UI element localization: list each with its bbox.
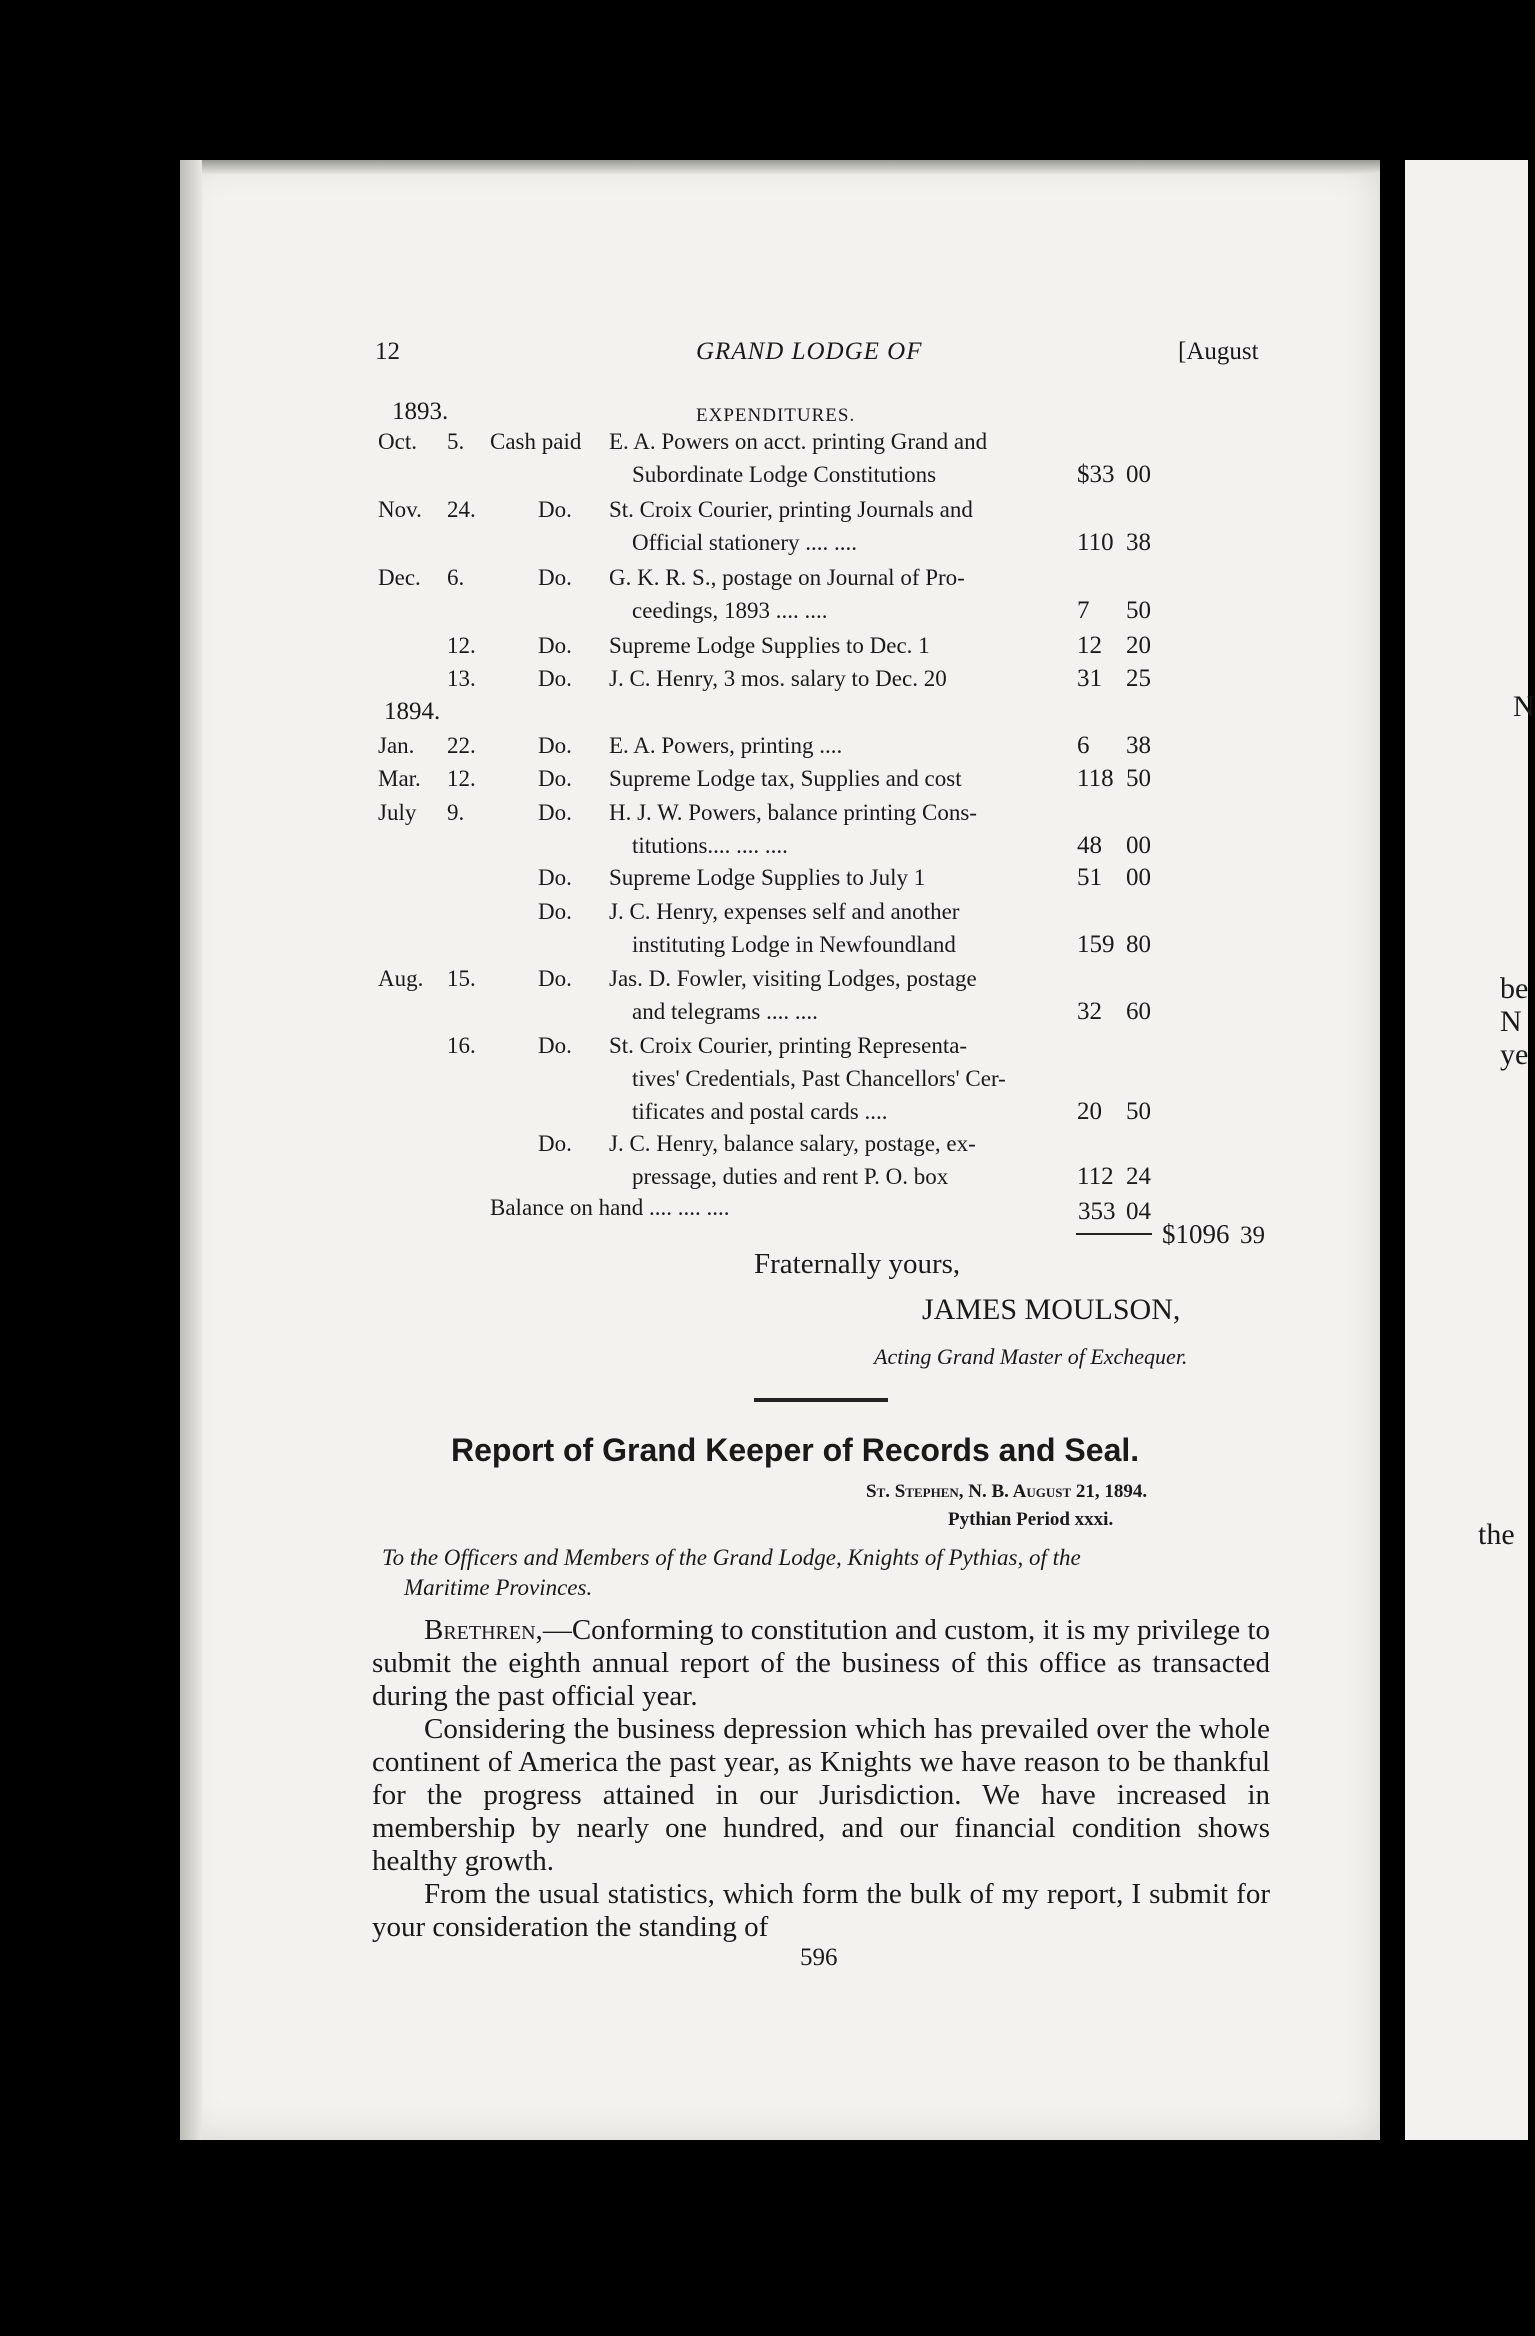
address-line: To the Officers and Members of the Grand Lodge, Knights of Pythias, of the xyxy=(382,1545,1081,1570)
amount-dollars: 110 xyxy=(1077,529,1114,556)
payer: Do. xyxy=(538,800,572,825)
date-day: 6. xyxy=(447,565,465,590)
amount-cents: 24 xyxy=(1126,1163,1151,1190)
item-description: pressage, duties and rent P. O. box xyxy=(632,1164,949,1189)
sum-rule xyxy=(1076,1233,1152,1235)
footer-page-number: 596 xyxy=(800,1944,838,1971)
amount-dollars: 112 xyxy=(1077,1163,1114,1190)
amount-dollars: 32 xyxy=(1077,998,1102,1025)
amount-cents: 00 xyxy=(1126,461,1151,488)
date-day: 22. xyxy=(447,733,476,758)
date-month: Dec. xyxy=(378,565,421,590)
report-title: Report of Grand Keeper of Records and Seal. xyxy=(451,1432,1140,1468)
item-description: tives' Credentials, Past Chancellors' Cer- xyxy=(632,1066,1006,1091)
section-title: EXPENDITURES. xyxy=(696,405,856,426)
amount-dollars: 12 xyxy=(1077,632,1102,659)
total-cents: 39 xyxy=(1240,1222,1265,1249)
date-day: 9. xyxy=(447,800,465,825)
item-description: Supreme Lodge tax, Supplies and cost xyxy=(609,766,962,791)
adjacent-page-fragment xyxy=(1405,160,1535,2140)
date-month: Aug. xyxy=(378,966,424,991)
payer: Do. xyxy=(538,633,572,658)
amount-dollars: 51 xyxy=(1077,864,1102,891)
header-month: [August xyxy=(1178,338,1259,365)
amount-dollars: 48 xyxy=(1077,832,1102,859)
date-day: 16. xyxy=(447,1033,476,1058)
item-description: Subordinate Lodge Constitutions xyxy=(632,462,937,487)
amount-cents: 25 xyxy=(1126,665,1151,692)
payer: Do. xyxy=(538,497,572,522)
date-month: Nov. xyxy=(378,497,422,522)
payer: Do. xyxy=(538,865,572,890)
date-day: 12. xyxy=(447,633,476,658)
year-label: 1893. xyxy=(392,398,449,425)
item-description: Official stationery .... .... xyxy=(632,530,858,555)
balance-cents: 04 xyxy=(1126,1198,1151,1225)
amount-cents: 80 xyxy=(1126,931,1151,958)
amount-cents: 00 xyxy=(1126,832,1151,859)
payer: Do. xyxy=(538,565,572,590)
paragraph: —Conforming to constitution and custom, it is my privilege to submit the eighth annual report of the business of this office as transacted during the past official year. xyxy=(372,1614,1270,1712)
total-dollars: $1096 xyxy=(1162,1219,1230,1249)
item-description: Supreme Lodge Supplies to July 1 xyxy=(609,865,926,890)
signature-title: Acting Grand Master of Exchequer. xyxy=(874,1344,1188,1369)
item-description: J. C. Henry, expenses self and another xyxy=(609,899,960,924)
payer: Do. xyxy=(538,766,572,791)
amount-cents: 50 xyxy=(1126,1098,1151,1125)
amount-dollars: 159 xyxy=(1077,931,1115,958)
paragraph: From the usual statistics, which form the bulk of my report, I submit for your consideration the standing of xyxy=(372,1878,1270,1943)
amount-cents: 38 xyxy=(1126,529,1151,556)
item-description: G. K. R. S., postage on Journal of Pro- xyxy=(609,565,965,590)
item-description: H. J. W. Powers, balance printing Cons- xyxy=(609,800,977,825)
report-body xyxy=(372,1614,1270,1944)
payer: Do. xyxy=(538,1033,572,1058)
payer: Do. xyxy=(538,733,572,758)
page-number: 12 xyxy=(375,338,400,365)
amount-dollars: $33 xyxy=(1077,461,1115,488)
item-description: instituting Lodge in Newfoundland xyxy=(632,932,956,957)
item-description: St. Croix Courier, printing Representa- xyxy=(609,1033,968,1058)
payer: Do. xyxy=(538,966,572,991)
item-description: titutions.... .... .... xyxy=(632,833,788,858)
date-month: Oct. xyxy=(378,429,417,454)
date-day: 13. xyxy=(447,666,476,691)
salutation: Brethren, xyxy=(424,1614,543,1646)
item-description: Jas. D. Fowler, visiting Lodges, postage xyxy=(609,966,977,991)
amount-cents: 00 xyxy=(1126,864,1151,891)
payer: Cash paid xyxy=(490,429,582,454)
balance-label: Balance on hand .... .... .... xyxy=(490,1195,730,1220)
amount-dollars: 20 xyxy=(1077,1098,1102,1125)
amount-cents: 60 xyxy=(1126,998,1151,1025)
fragment-text: be xyxy=(1500,972,1529,1005)
item-description: E. A. Powers on acct. printing Grand and xyxy=(609,429,988,454)
date-day: 24. xyxy=(447,497,476,522)
item-description: and telegrams .... .... xyxy=(632,999,818,1024)
amount-dollars: 6 xyxy=(1077,732,1090,759)
balance-dollars: 353 xyxy=(1078,1198,1116,1225)
signature-name: JAMES MOULSON, xyxy=(922,1293,1181,1326)
item-description: ceedings, 1893 .... .... xyxy=(632,598,828,623)
amount-dollars: 31 xyxy=(1077,665,1102,692)
payer: Do. xyxy=(538,899,572,924)
report-place-date: St. Stephen, N. B. August 21, 1894. xyxy=(866,1481,1148,1502)
date-day: 12. xyxy=(447,766,476,791)
date-month: July xyxy=(378,800,417,825)
payer: Do. xyxy=(538,1131,572,1156)
closing: Fraternally yours, xyxy=(754,1248,961,1280)
date-month: Mar. xyxy=(378,766,421,791)
amount-cents: 50 xyxy=(1126,597,1151,624)
fragment-text: ye xyxy=(1500,1038,1529,1071)
section-divider xyxy=(754,1398,888,1402)
address-line: Maritime Provinces. xyxy=(404,1575,593,1600)
amount-dollars: 118 xyxy=(1077,765,1114,792)
report-period: Pythian Period xxxi. xyxy=(948,1509,1114,1530)
page-left-edge xyxy=(180,160,202,2140)
item-description: J. C. Henry, balance salary, postage, ex- xyxy=(609,1131,976,1156)
item-description: St. Croix Courier, printing Journals and xyxy=(609,497,973,522)
page-top-edge xyxy=(180,160,1380,174)
amount-cents: 38 xyxy=(1126,732,1151,759)
year-label: 1894. xyxy=(384,698,441,725)
fragment-text: the xyxy=(1478,1518,1515,1551)
running-title: GRAND LODGE OF xyxy=(696,338,923,365)
fragment-text: N xyxy=(1513,690,1535,723)
fragment-text: N xyxy=(1500,1005,1522,1038)
item-description: Supreme Lodge Supplies to Dec. 1 xyxy=(609,633,930,658)
amount-cents: 50 xyxy=(1126,765,1151,792)
amount-dollars: 7 xyxy=(1077,597,1090,624)
payer: Do. xyxy=(538,666,572,691)
date-day: 5. xyxy=(447,429,465,454)
date-month: Jan. xyxy=(378,733,415,758)
paragraph: Considering the business depression which has prevailed over the whole continent of America the past year, as Knights we have reason to be thankful for the progress attained in our Jurisdiction. We have increased in membership by nearly one hundred, and our financial condition shows healthy growth. xyxy=(372,1713,1270,1877)
item-description: tificates and postal cards .... xyxy=(632,1099,888,1124)
item-description: J. C. Henry, 3 mos. salary to Dec. 20 xyxy=(609,666,947,691)
item-description: E. A. Powers, printing .... xyxy=(609,733,843,758)
date-day: 15. xyxy=(447,966,476,991)
amount-cents: 20 xyxy=(1126,632,1151,659)
